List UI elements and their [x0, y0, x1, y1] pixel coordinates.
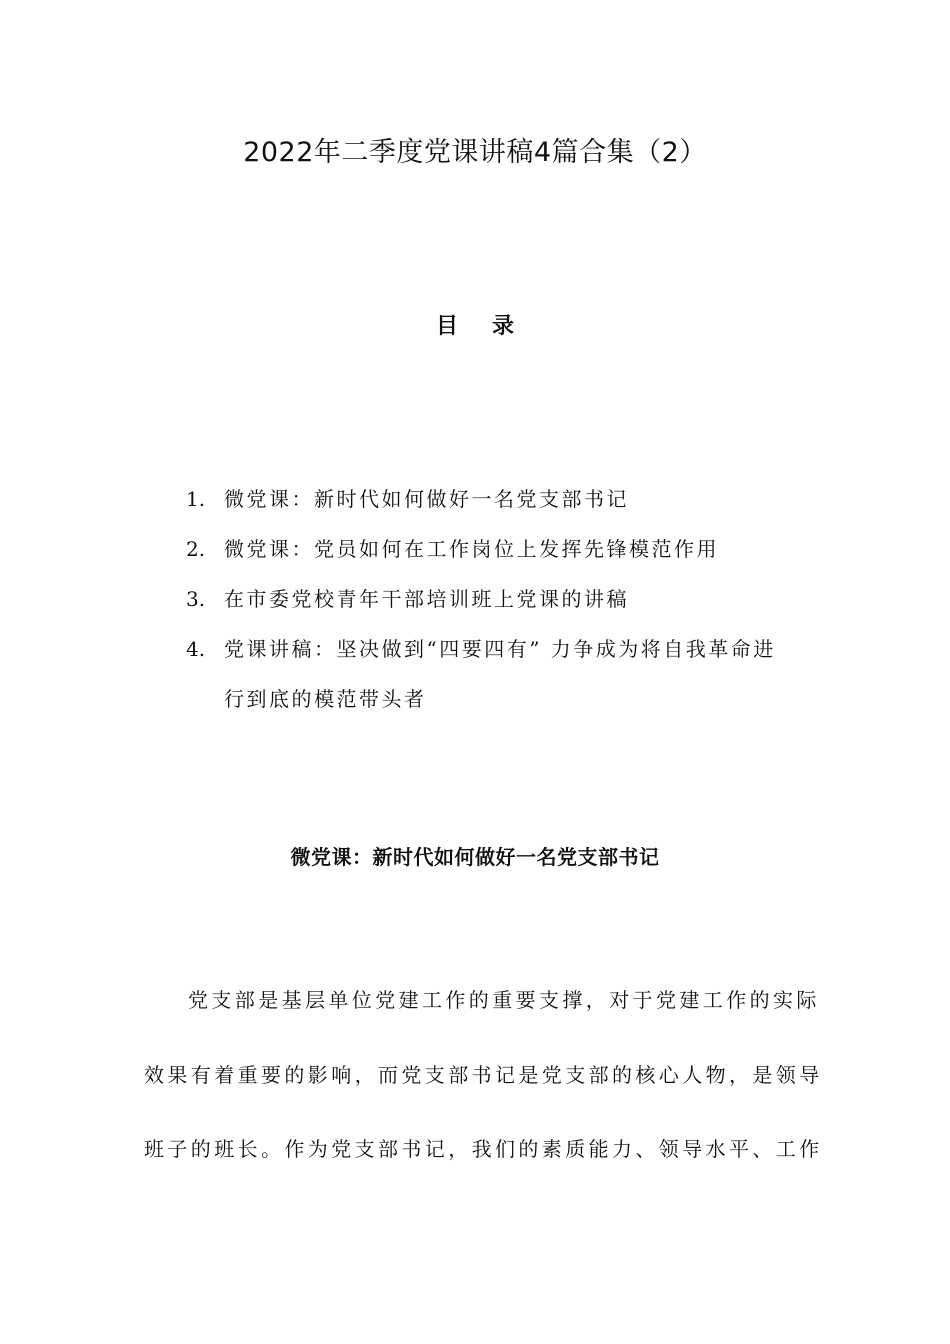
- toc-item-text: 微党课：党员如何在工作岗位上发挥先锋模范作用: [224, 537, 719, 561]
- toc-item-number: 1.: [186, 487, 206, 511]
- body-paragraph-line-2: 效果有着重要的影响，而党支部书记是党支部的核心人物，是领导: [144, 1063, 823, 1087]
- toc-item-text: 党课讲稿：坚决做到“四要四有” 力争成为将自我革命进: [224, 637, 776, 661]
- document-title: 2022年二季度党课讲稿4篇合集（2）: [243, 137, 707, 168]
- section-title: 微党课：新时代如何做好一名党支部书记: [290, 845, 660, 869]
- toc-item-number: 4.: [186, 637, 206, 661]
- toc-item-number: 3.: [186, 587, 206, 611]
- toc-item-text-continuation: 行到底的模范带头者: [224, 687, 427, 711]
- toc-heading: 目录: [435, 314, 548, 339]
- toc-item-number: 2.: [186, 537, 206, 561]
- toc-item-text: 在市委党校青年干部培训班上党课的讲稿: [224, 587, 629, 611]
- toc-item-text: 微党课：新时代如何做好一名党支部书记: [224, 487, 629, 511]
- body-paragraph-line-1: 党支部是基层单位党建工作的重要支撑，对于党建工作的实际: [188, 988, 820, 1012]
- body-paragraph-line-3: 班子的班长。作为党支部书记，我们的素质能力、领导水平、工作: [144, 1137, 823, 1161]
